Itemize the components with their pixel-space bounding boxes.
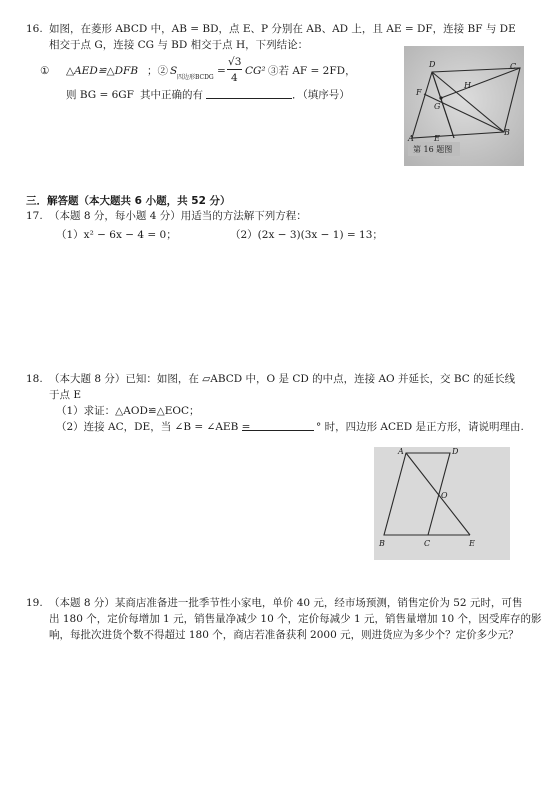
q19-line1: （本题 8 分）某商店准备进一批季节性小家电，单价 40 元，经市场预测，销售定价为 52 元时，可售 (49, 597, 523, 609)
q16-line2: 相交于点 G，连接 CG 与 BD 相交于点 H，下列结论： (49, 39, 309, 51)
q16-conclusion-2-tail: CG² (245, 65, 266, 77)
q16-number: 16. (26, 23, 43, 35)
q16-line4-b: 其中正确的有 (140, 89, 203, 101)
q16-answer-blank[interactable] (206, 88, 292, 103)
q18-figure-photo (374, 447, 510, 560)
q18-label-C: C (424, 539, 431, 548)
q18-answer-blank[interactable] (242, 420, 314, 435)
q16-label-H: H (464, 81, 471, 90)
q18-number: 18. (26, 373, 43, 385)
section-header: 三．解答题（本大题共 6 小题，共 52 分） (26, 195, 231, 207)
q18-line2: 于点 E (49, 389, 82, 401)
q18-part-1: （1）求证：△AOD≌△EOC； (56, 405, 200, 417)
q16-area-subscript: 四边形BCDG (177, 74, 214, 81)
q16-label-F: F (416, 88, 422, 97)
q18-part-2-a: （2）连接 AC，DE，当 ∠B = ∠AEB = (56, 421, 251, 433)
q17-part-1: （1）x² − 6x − 4 = 0； (56, 229, 177, 241)
q16-label-A: A (408, 134, 414, 143)
q18-label-B: B (379, 539, 385, 548)
q19-line2: 出 180 个，定价每增加 1 元，销售量净减少 10 个，定价每减少 1 元，销售量增加 10 个，因受库存的影 (49, 613, 542, 625)
q16-line4-a: 则 BG = 6GF (66, 89, 134, 101)
q17-part-2: （2）(2x − 3)(3x − 1) = 13； (230, 229, 383, 241)
q18-parallelogram-diagram (374, 447, 510, 560)
q16-conclusion-1-marker: ① (40, 65, 50, 77)
q16-label-E: E (434, 134, 440, 143)
q17-text: （本题 8 分，每小题 4 分）用适当的方法解下列方程： (49, 210, 307, 222)
q19-line3: 响，每批次进货个数不得超过 180 个，商店若准备获利 2000 元，则进货应为多少个？定价多少元？ (49, 629, 519, 641)
q16-label-D: D (429, 60, 436, 69)
q16-line1: 如图，在菱形 ABCD 中，AB = BD，点 E、P 分别在 AB、AD 上，且 AE = DF，连接 BF 与 DE (49, 23, 516, 35)
q16-line4-c: ．（填序号） (292, 89, 350, 101)
q17-number: 17. (26, 210, 43, 222)
q16-figure-photo (404, 46, 524, 166)
q16-fraction-bar (227, 69, 242, 70)
q16-conclusion-1: △AED≌△DFB (66, 65, 139, 77)
q18-label-E: E (469, 539, 475, 548)
q18-label-D: D (452, 447, 459, 456)
q16-label-G: G (434, 102, 441, 111)
q19-number: 19. (26, 597, 43, 609)
q16-fraction-denominator: 4 (231, 72, 238, 84)
q18-label-O: O (441, 491, 448, 500)
q18-part-2-b: ° 时，四边形 ACED 是正方形，请说明理由. (316, 421, 524, 433)
q16-figure-caption: 第 16 题图 (413, 145, 453, 154)
q18-line1: （本大题 8 分）已知：如图，在 ▱ABCD 中，O 是 CD 的中点，连接 AO 并延长，交 BC 的延长线 (49, 373, 516, 385)
q18-label-A: A (398, 447, 404, 456)
q16-conclusion-2-marker: ；② (147, 65, 168, 77)
q16-fraction-numerator: √3 (228, 56, 242, 68)
q16-area-symbol: S (170, 65, 178, 77)
q16-equals: = (217, 65, 226, 77)
q16-label-B: B (504, 128, 510, 137)
q16-conclusion-3: ③若 AF = 2FD， (268, 65, 356, 77)
q16-label-C: C (510, 62, 517, 71)
